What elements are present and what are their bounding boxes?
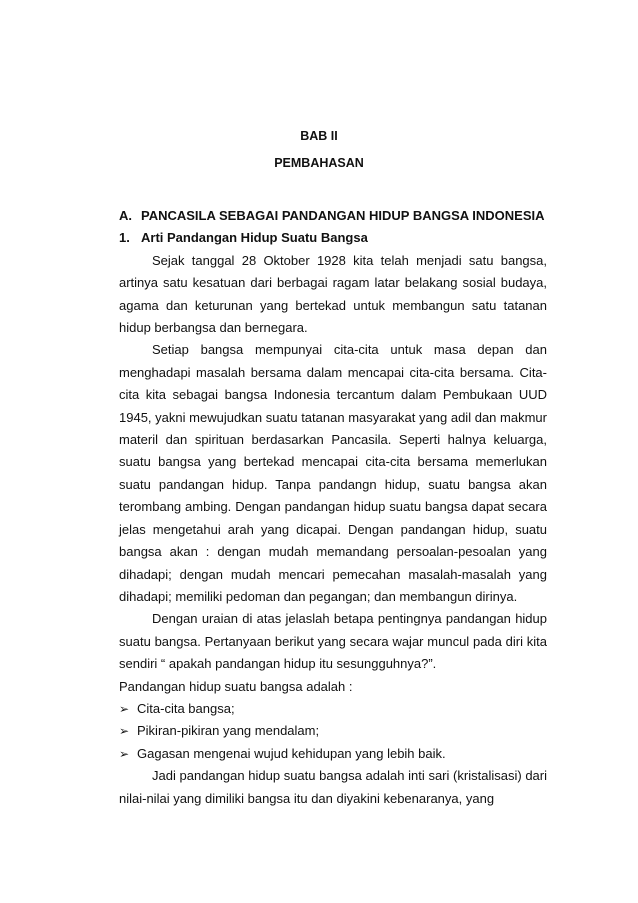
section-heading <box>119 205 547 227</box>
list-item <box>119 743 547 765</box>
section-title: PANCASILA SEBAGAI PANDANGAN HIDUP BANGSA INDONESIA <box>141 208 545 223</box>
list-intro: Pandangan hidup suatu bangsa adalah : <box>119 678 353 694</box>
list-item <box>119 698 547 720</box>
list-item-text: Gagasan mengenai wujud kehidupan yang lebih baik. <box>137 745 446 761</box>
paragraph: Dengan uraian di atas jelaslah betapa pentingnya pandangan hidup suatu bangsa. Pertanyaan berikut yang secara wajar muncul pada diri kita sendiri “ apakah pandangan hidup itu sesungguhnya?”. <box>119 611 547 672</box>
document-body <box>119 205 547 810</box>
arrow-bullet-icon: ➢ <box>119 746 130 761</box>
chapter-number: BAB II <box>300 129 338 143</box>
paragraph: Sejak tanggal 28 Oktober 1928 kita telah menjadi satu bangsa, artinya satu kesatuan dari berbagai ragam latar belakang sosial budaya, agama dan keturunan yang bertekad untuk membangun satu tatanan hidup berbangsa dan bernegara. <box>119 252 547 336</box>
section-label: A. <box>119 208 132 223</box>
list-item-text: Cita-cita bangsa; <box>137 700 235 716</box>
arrow-bullet-icon: ➢ <box>119 724 130 739</box>
closing-paragraph: Jadi pandangan hidup suatu bangsa adalah inti sari (kristalisasi) dari nilai-nilai yang dimiliki bangsa itu dan diyakini kebenaranya, yang <box>119 768 547 806</box>
arrow-bullet-icon: ➢ <box>119 701 130 716</box>
list-item-text: Pikiran-pikiran yang mendalam; <box>137 723 320 739</box>
list-item <box>119 720 547 742</box>
chapter-title: PEMBAHASAN <box>274 156 364 170</box>
bullet-list <box>119 698 547 765</box>
paragraph: Setiap bangsa mempunyai cita-cita untuk masa depan dan menghadapi masalah bersama dalam mencapai cita-cita bersama. Cita-cita kita sebagai bangsa Indonesia tercantum dalam Pembukaan UUD 1945, yakni mewujudkan suatu tatanan masyarakat yang adil dan makmur materil dan spirituan berdasarkan Pancasila. Seperti halnya keluarga, suatu bangsa yang bertekad mencapai cita-cita bersama memerlukan suatu pandangan hidup. Tanpa pandangn hidup, suatu bangsa akan terombang ambing. Dengan pandangan hidup suatu bangsa dapat secara jelas mengetahui arah yang dicapai. Dengan pandangan hidup, suatu bangsa akan : dengan mudah memandang persoalan-pesoalan yang dihadapi; dengan mudah mencari pemecahan masalah-masalah yang dihadapi; memiliki pedoman dan pegangan; dan membangun dirinya. <box>119 342 547 604</box>
subsection-title: Arti Pandangan Hidup Suatu Bangsa <box>141 230 368 246</box>
subsection-heading <box>119 227 547 249</box>
subsection-label: 1. <box>119 230 130 246</box>
chapter-header <box>0 123 638 177</box>
